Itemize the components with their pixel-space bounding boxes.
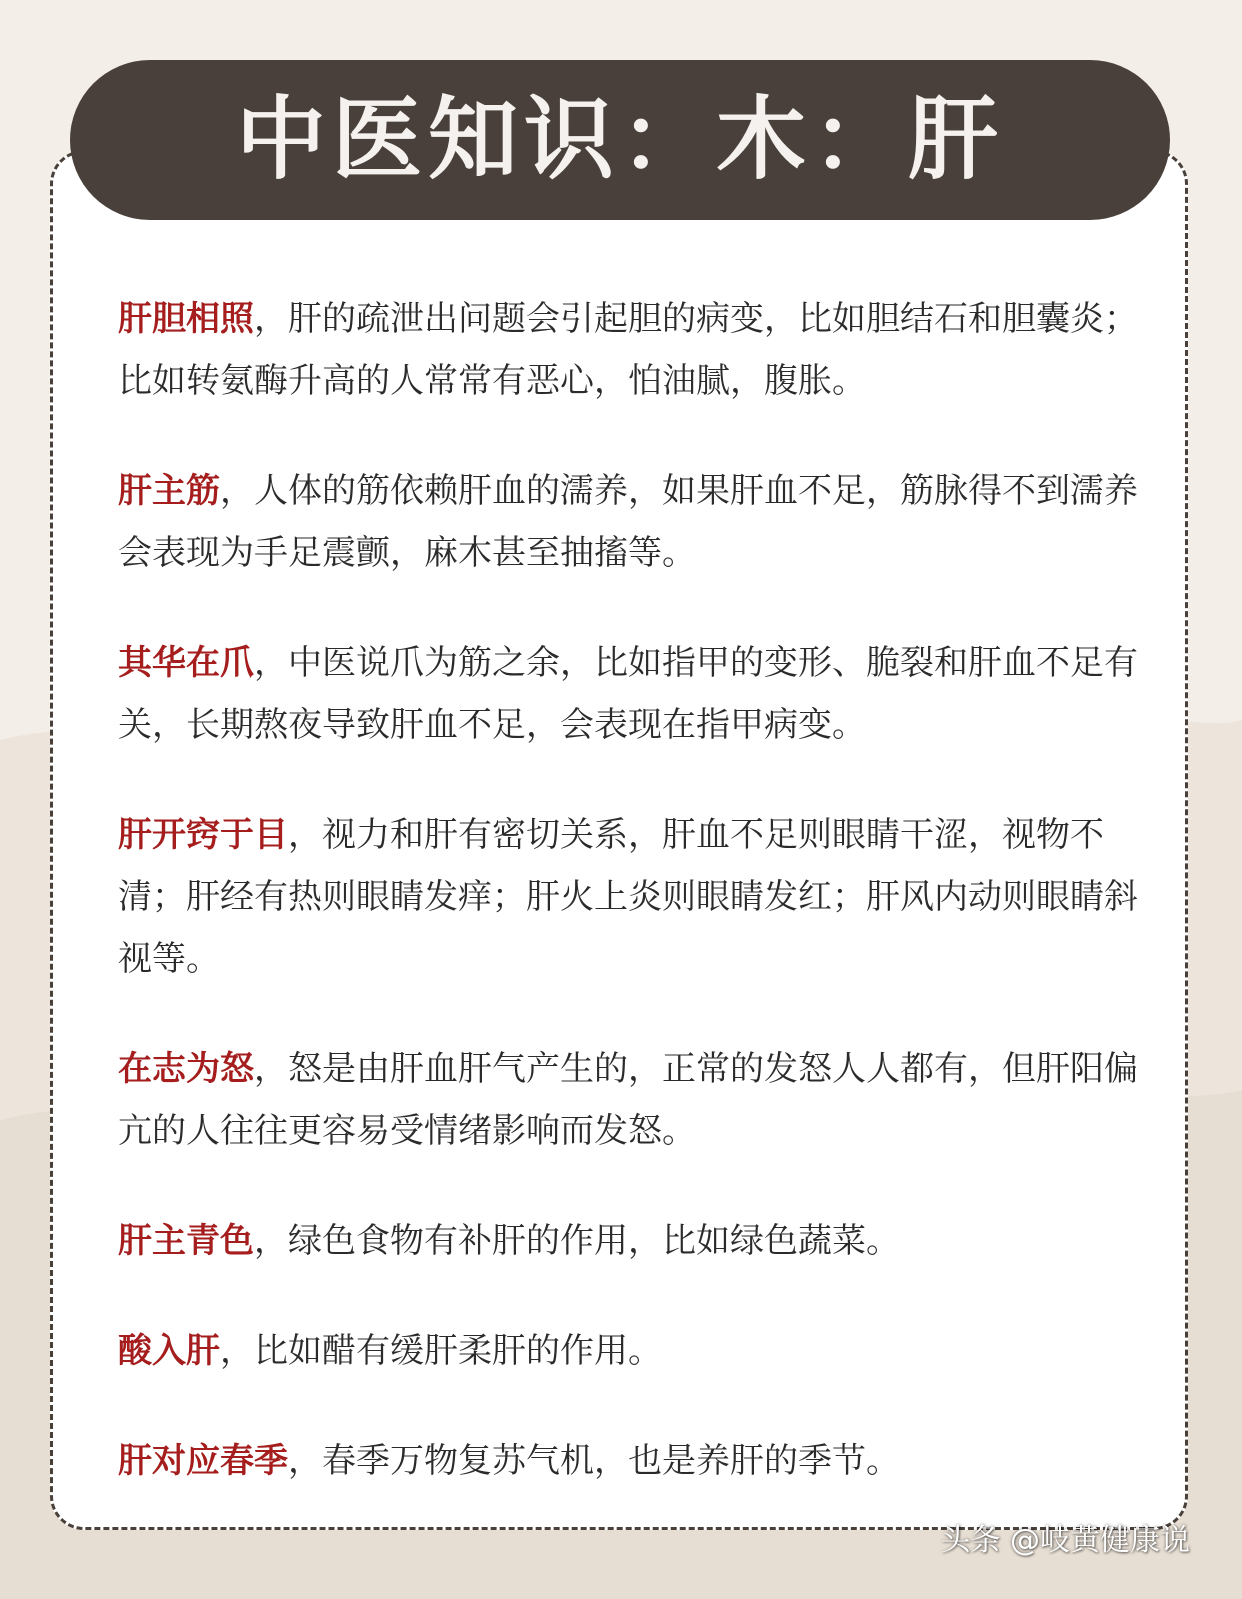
title-banner (70, 60, 1170, 220)
entry-sour-taste (118, 1320, 1138, 1382)
entry-term: 肝对应春季 (118, 1441, 288, 1481)
entry-term: 肝胆相照 (118, 299, 254, 339)
entry-nails (118, 632, 1138, 756)
entry-text: ，比如醋有缓肝柔肝的作用。 (220, 1331, 662, 1371)
entry-liver-tendons (118, 460, 1138, 584)
entry-text: ，肝的疏泄出问题会引起胆的病变，比如胆结石和胆囊炎；比如转氨酶升高的人常常有恶心，怕油腻，腹胀。 (118, 299, 1138, 401)
entry-text: ，人体的筋依赖肝血的濡养，如果肝血不足，筋脉得不到濡养会表现为手足震颤，麻木甚至抽搐等。 (118, 471, 1138, 573)
entry-text: ，视力和肝有密切关系，肝血不足则眼睛干涩，视物不清；肝经有热则眼睛发痒；肝火上炎则眼睛发红；肝风内动则眼睛斜视等。 (118, 815, 1138, 979)
entry-text: ，绿色食物有补肝的作用，比如绿色蔬菜。 (254, 1221, 900, 1261)
source-watermark: 头条 @岐黄健康说 (940, 1523, 1190, 1558)
entry-text: ，春季万物复苏气机，也是养肝的季节。 (288, 1441, 900, 1481)
entry-spring (118, 1430, 1138, 1492)
entry-eyes (118, 804, 1138, 990)
entry-text: ，怒是由肝血肝气产生的，正常的发怒人人都有，但肝阳偏亢的人往往更容易受情绪影响而发怒。 (118, 1049, 1138, 1151)
entry-green-color (118, 1210, 1138, 1272)
entry-term: 在志为怒 (118, 1049, 254, 1089)
page-title: 中医知识：木：肝 (236, 87, 1004, 192)
entry-liver-gallbladder (118, 288, 1138, 412)
entry-term: 其华在爪 (118, 643, 254, 683)
entry-term: 酸入肝 (118, 1331, 220, 1371)
entry-term: 肝开窍于目 (118, 815, 288, 855)
entry-anger (118, 1038, 1138, 1162)
entry-term: 肝主青色 (118, 1221, 254, 1261)
entry-term: 肝主筋 (118, 471, 220, 511)
entry-list (118, 288, 1138, 1492)
entry-text: ，中医说爪为筋之余，比如指甲的变形、脆裂和肝血不足有关，长期熬夜导致肝血不足，会表现在指甲病变。 (118, 643, 1138, 745)
